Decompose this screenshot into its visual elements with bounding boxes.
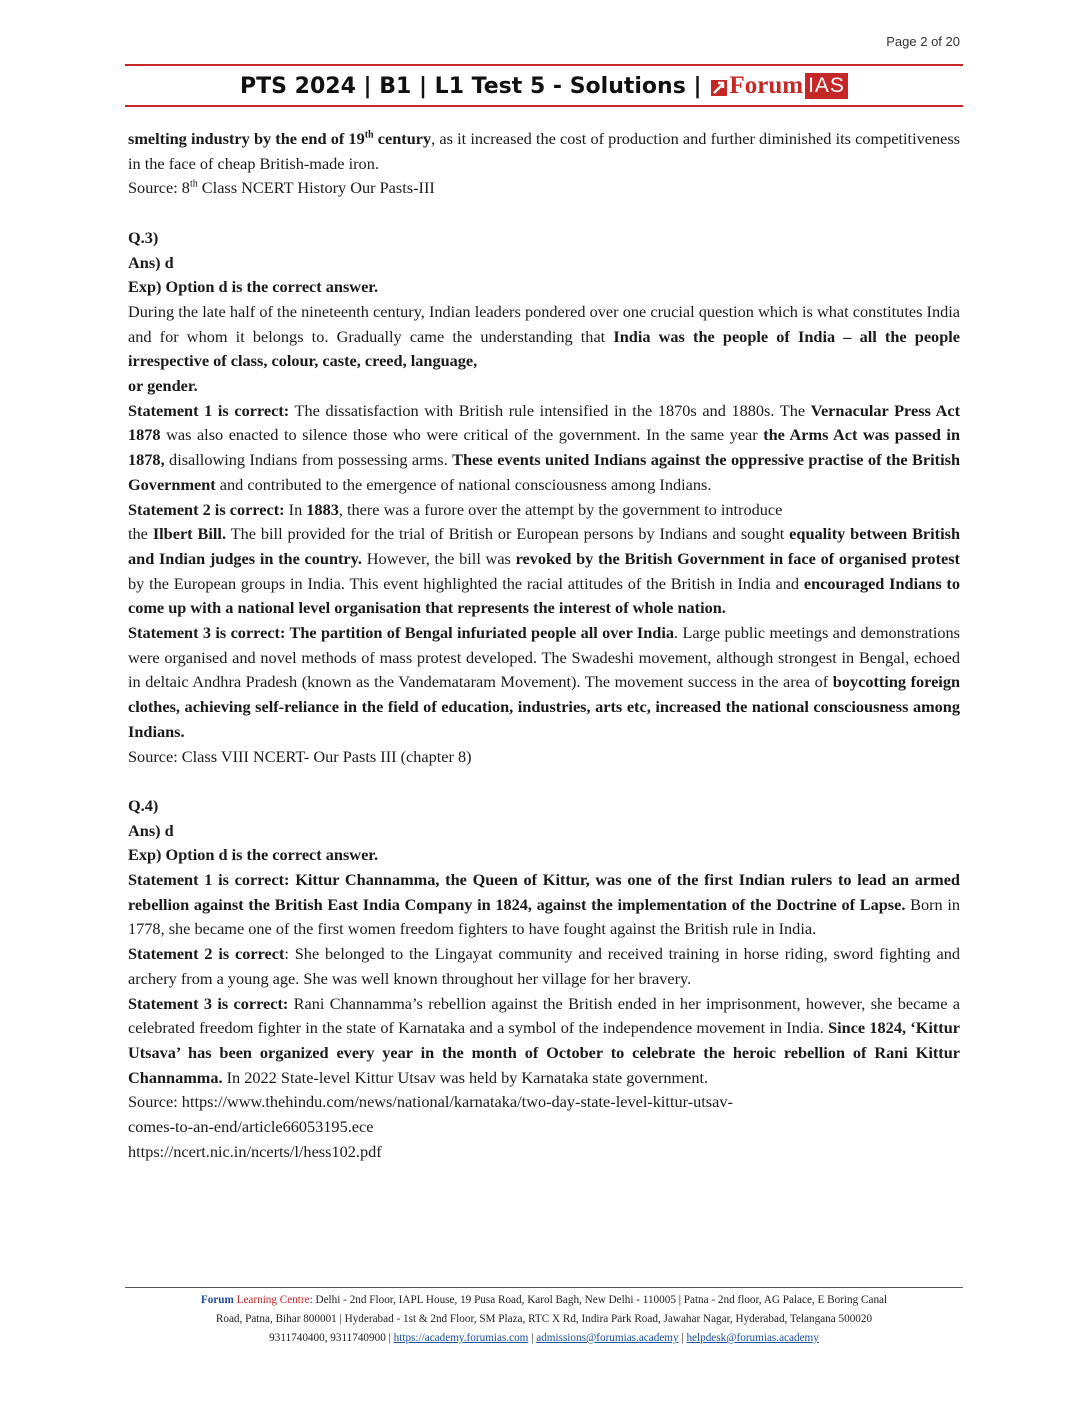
q4-answer: Ans) d [128,820,174,840]
q3-intro: During the late half of the nineteenth century, Indian leaders pondered over one crucial question which is what constitutes India and for whom it belongs to. Gradually came the understanding that India was the people of India – all the people irrespective of class, colour, caste, creed, language, [128,301,961,371]
intro-paragraph: smelting industry by the end of 19th century, as it increased the cost of production and further diminished its competitiveness in the face of cheap British-made iron. [128,129,961,173]
academy-link[interactable]: https://academy.forumias.com [393,1332,529,1344]
q4-statement-2: Statement 2 is correct: She belonged to the Lingayat community and received training in horse riding, sword fighting and archery from a young age. She was well known throughout her village for her bravery. [128,944,960,988]
admissions-email-link[interactable]: admissions@forumias.academy [536,1332,679,1344]
q3-label: Q.3) [128,227,159,247]
page-header [125,70,963,102]
helpdesk-email-link[interactable]: helpdesk@forumias.academy [686,1332,819,1344]
intro-source: Source: 8th Class NCERT History Our Pasts-III [128,178,435,198]
q3-statement-1: Statement 1 is correct: The dissatisfaction with British rule intensified in the 1870s and 1880s. The Vernacular Press Act 1878 was also enacted to silence those who were critical of the government. In the same year the Arms Act was passed in 1878, disallowing Indians from possessing arms. These events united Indians against the oppressive practise of the British Government and contributed to the emergence of national consciousness among Indians. [128,400,961,494]
footer-rule [125,1287,963,1288]
q4-source-line-3: https://ncert.nic.in/ncerts/l/hess102.pdf [128,1141,382,1161]
page-footer [128,1291,960,1348]
q3-answer: Ans) d [128,252,174,272]
footer-address-line-1: Forum Learning Centre: Delhi - 2nd Floor, IAPL House, 19 Pusa Road, Karol Bagh, New Delhi - 110005 | Patna - 2nd floor, AG Palace, E Boring Canal [200,1294,888,1306]
q3-statement-2-cont: the Ilbert Bill. The bill provided for the trial of British or European persons by Indians and sought equality between British and Indian judges in the country. However, the bill was revoked by the British Government in face of organised protest by the European groups in India. This event highlighted the racial attitudes of the British in India and encouraged Indians to come up with a national level organisation that represents the interest of whole nation. [128,524,961,618]
logo-ias-text: IAS [805,73,848,99]
q3-source: Source: Class VIII NCERT- Our Pasts III (chapter 8) [128,746,472,766]
q4-statement-3: Statement 3 is correct: Rani Channamma’s rebellion against the British ended in her imprisonment, however, she became a celebrated freedom fighter in the state of Karnataka and a symbol of the independence movement in India. Since 1824, ‘Kittur Utsava’ has been organized every year in the month of October to celebrate the heroic rebellion of Rani Kittur Channamma. In 2022 State-level Kittur Utsav was held by Karnataka state government. [128,993,961,1087]
q3-statement-2: Statement 2 is correct: In 1883, there was a furore over the attempt by the government to introduce [128,499,783,519]
q3-intro-end: or gender. [128,376,198,396]
solution-content [128,127,960,1165]
logo-forum-text: Forum [729,72,804,99]
footer-address-line-2: Road, Patna, Bihar 800001 | Hyderabad - 1st & 2nd Floor, SM Plaza, RTC X Rd, Indira Park Road, Jawahar Nagar, Hyderabad, Telangana 500020 [215,1313,873,1325]
header-title: PTS 2024 | B1 | L1 Test 5 - Solutions | [240,73,702,99]
header-bottom-rule [125,105,963,107]
q4-label: Q.4) [128,795,159,815]
q4-statement-1: Statement 1 is correct: Kittur Channamma, the Queen of Kittur, was one of the first Indian rulers to lead an armed rebellion against the British East India Company in 1824, against the implementation of the Doctrine of Lapse. Born in 1778, she became one of the first women freedom fighters to have fought against the British rule in India. [128,870,960,939]
q3-statement-3: Statement 3 is correct: The partition of Bengal infuriated people all over India. Large public meetings and demonstrations were organised and novel methods of mass protest developed. The Swadeshi movement, although strongest in Bengal, echoed in deltaic Andhra Pradesh (known as the Vandemataram Movement). The movement success in the area of boycotting foreign clothes, achieving self-reliance in the field of education, industries, arts etc, increased the national consciousness among Indians. [128,623,961,741]
q4-explanation-heading: Exp) Option d is the correct answer. [128,845,379,865]
forumias-logo [711,72,847,100]
page-number: Page 2 of 20 [886,34,960,49]
logo-arrow-icon [711,77,727,95]
header-top-rule [125,64,963,66]
footer-contacts: 9311740400, 9311740900 | https://academy.forumias.com | admissions@forumias.academy | helpdesk@forumias.academy [269,1332,819,1344]
q3-explanation-heading: Exp) Option d is the correct answer. [128,277,379,297]
q4-source-line-2: comes-to-an-end/article66053195.ece [128,1117,374,1137]
q4-source-line-1: Source: https://www.thehindu.com/news/national/karnataka/two-day-state-level-kittur-utsav- [128,1092,733,1112]
